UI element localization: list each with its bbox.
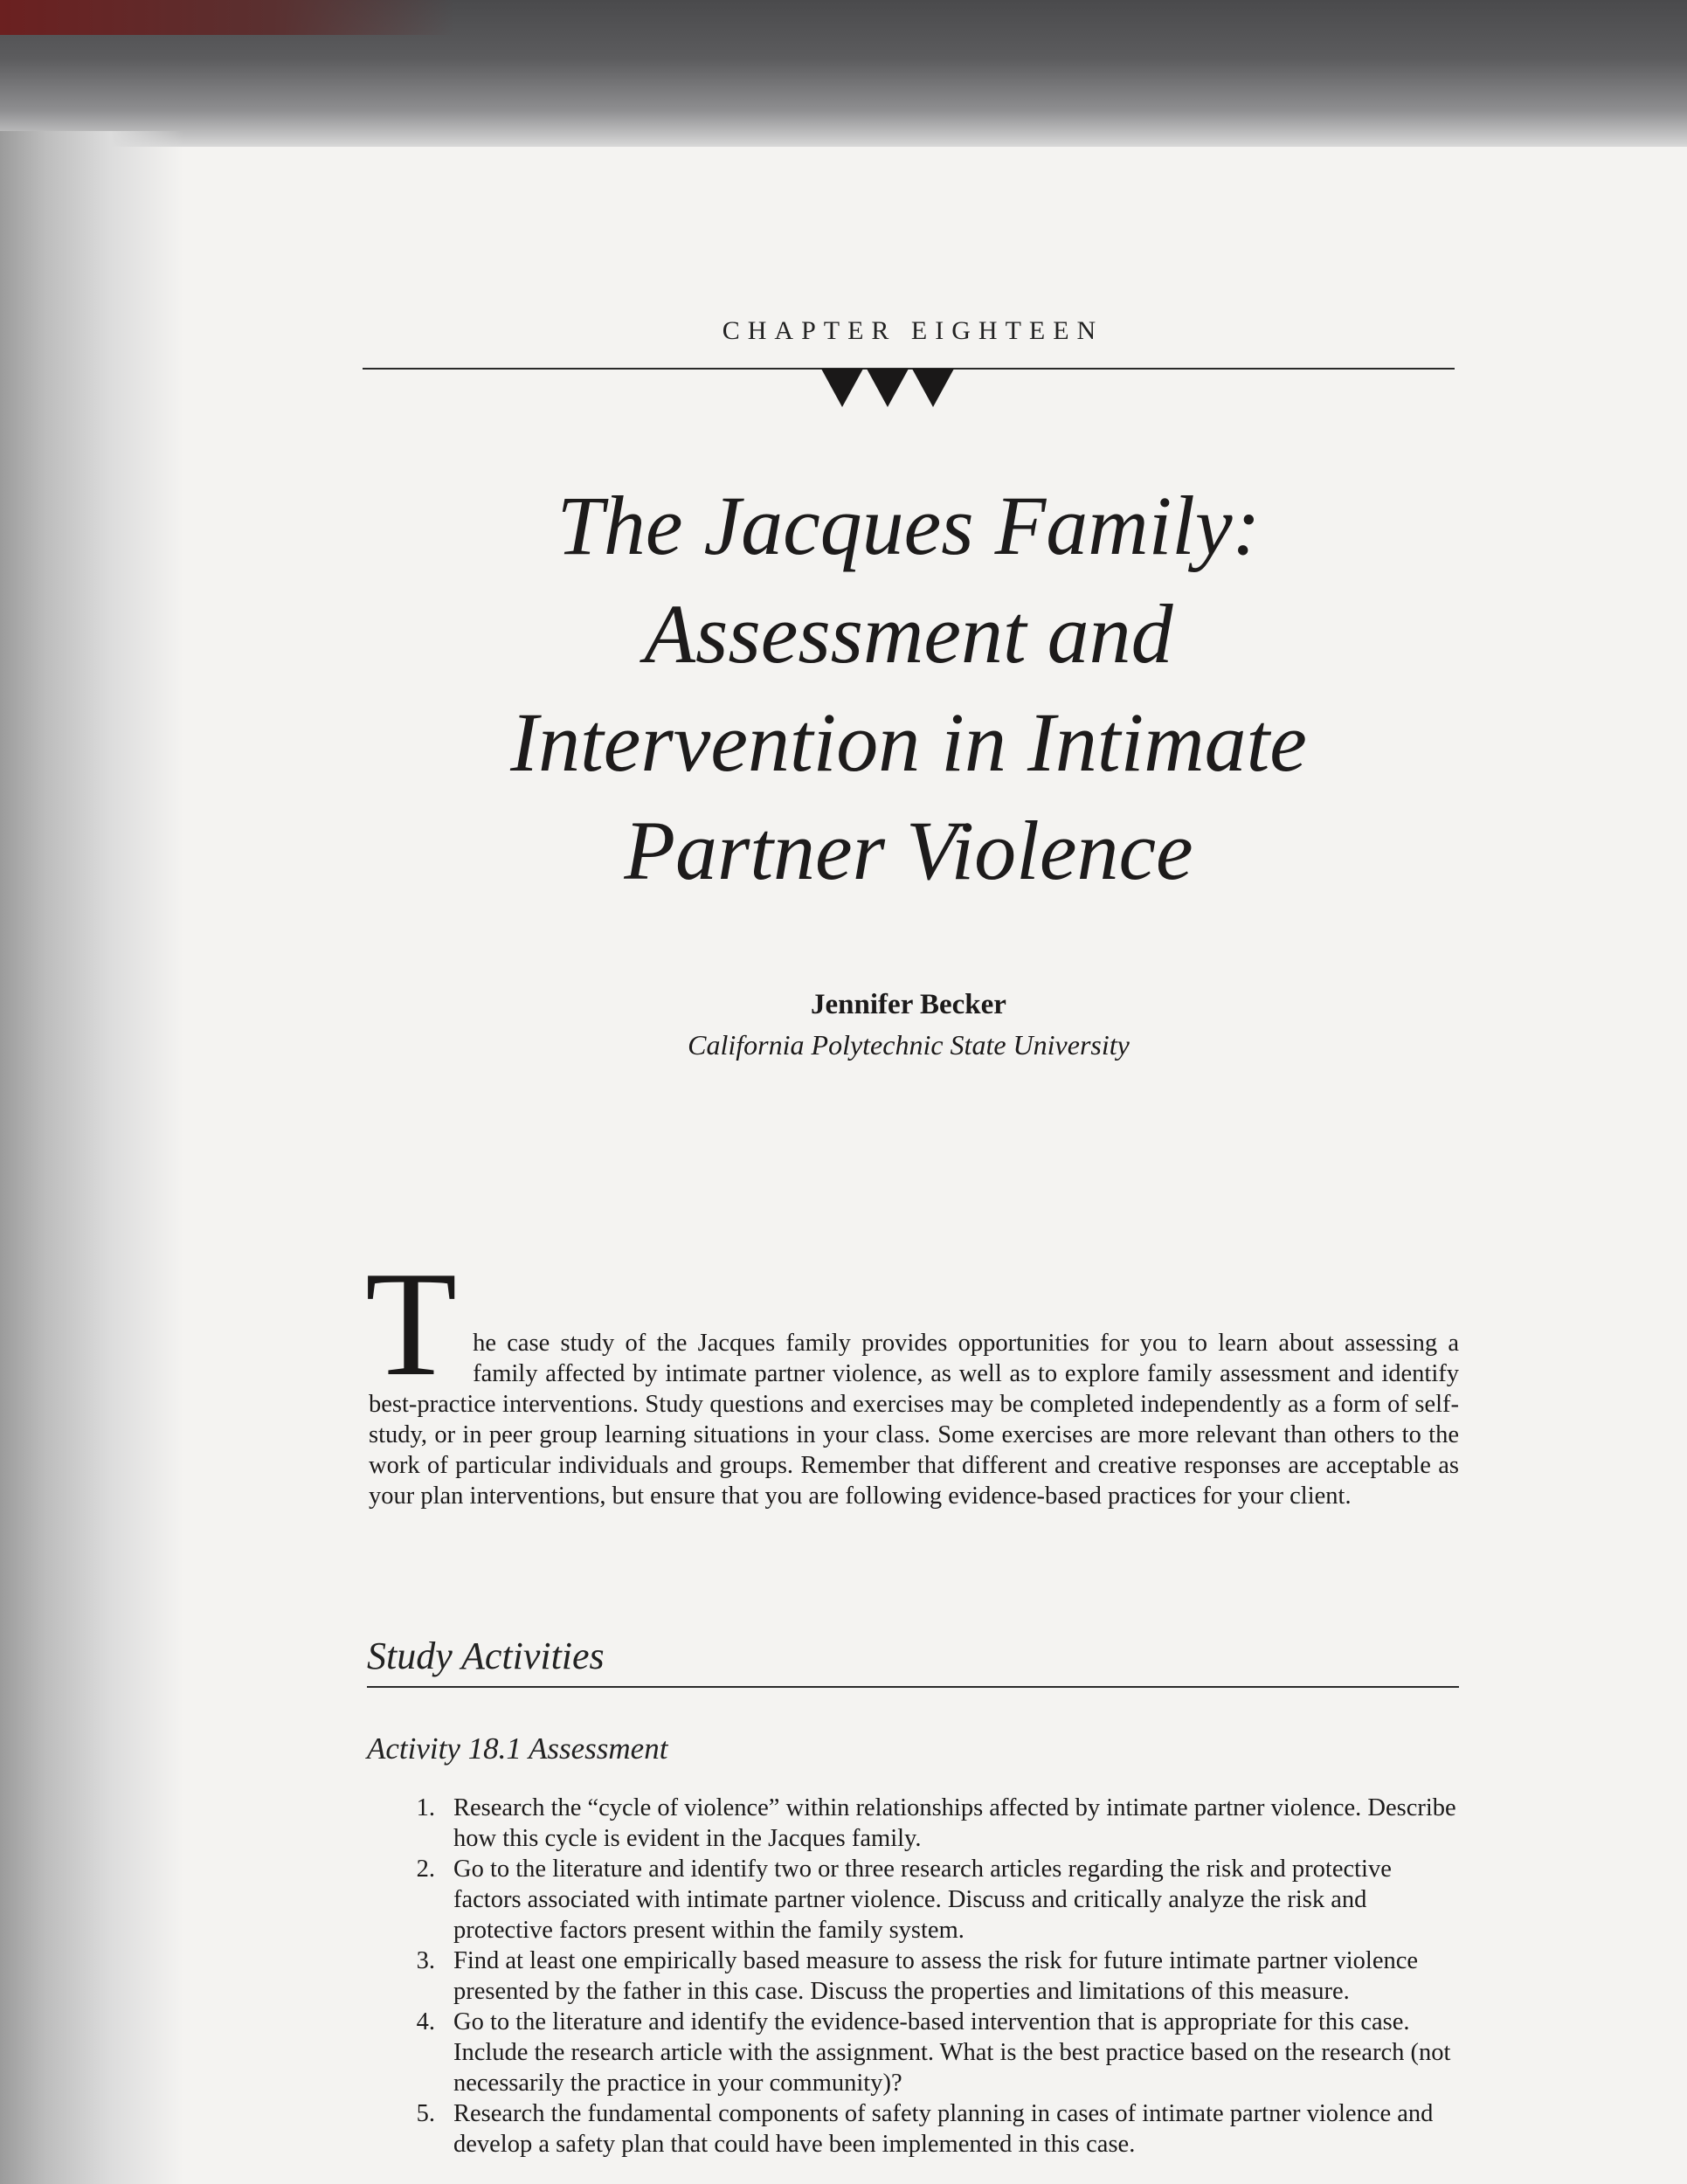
scan-top-cover-edge xyxy=(0,0,454,35)
title-line-3: Intervention in Intimate xyxy=(510,695,1307,789)
chapter-title xyxy=(363,472,1455,905)
list-item-number: 2. xyxy=(416,1856,435,1883)
title-line-1: The Jacques Family: xyxy=(557,479,1261,572)
title-line-4: Partner Violence xyxy=(624,804,1193,897)
title-line-2: Assessment and xyxy=(644,587,1173,681)
list-item-text: Find at least one empirically based measure to assess the risk for future intimate partner violence presented by the father in this case. Discuss the properties and limitations of this measure. xyxy=(453,1947,1419,2005)
book-page xyxy=(0,131,1687,2184)
list-item-text: Research the fundamental components of safety planning in cases of intimate partner violence and develop a safety plan that could have been implemented in this case. xyxy=(453,2100,1434,2158)
intro-text: he case study of the Jacques family provides opportunities for you to learn about assessing a family affected by intimate partner violence, as well as to explore family assessment and identify best-practice interventions. Study questions and exercises may be completed independently as a form of self-study, or in peer group learning situations in your class. Some exercises are more relevant than others to the work of particular individuals and groups. Remember that different and creative responses are acceptable as your plan interventions, but ensure that you are following evidence-based practices for your client. xyxy=(369,1330,1459,1510)
activity-heading: Activity 18.1 Assessment xyxy=(367,1731,668,1766)
list-item-text: Go to the literature and identify two or three research articles regarding the risk and protective factors associated with intimate partner violence. Discuss and critically analyze the risk and protective factors present within the family system. xyxy=(453,1856,1392,1944)
intro-paragraph xyxy=(365,1241,1459,1511)
list-item-number: 3. xyxy=(416,1947,435,1974)
list-item-text: Research the “cycle of violence” within relationships affected by intimate partner violence. Describe how this cycle is evident in the Jacques family. xyxy=(453,1794,1456,1852)
section-heading: Study Activities xyxy=(367,1635,605,1677)
triangle-ornament-icon xyxy=(821,369,996,409)
author-name: Jennifer Becker xyxy=(811,989,1006,1020)
list-item xyxy=(404,1854,1459,1946)
list-item xyxy=(404,2098,1459,2160)
chapter-label: CHAPTER EIGHTEEN xyxy=(722,316,1104,345)
drop-cap: T xyxy=(365,1241,458,1407)
list-item xyxy=(404,1946,1459,2007)
author-affiliation: California Polytechnic State University xyxy=(688,1029,1130,1061)
section-rule xyxy=(367,1686,1459,1688)
list-item xyxy=(404,1793,1459,1854)
list-item xyxy=(404,2007,1459,2098)
list-item-number: 1. xyxy=(416,1794,435,1821)
list-item-number: 5. xyxy=(416,2100,435,2127)
list-item-number: 4. xyxy=(416,2008,435,2035)
list-item-text: Go to the literature and identify the evidence-based intervention that is appropriate for this case. Include the research article with the assignment. What is the best practice based on the research (not necessarily the practice in your community)? xyxy=(453,2008,1451,2097)
activity-list xyxy=(404,1793,1459,2160)
